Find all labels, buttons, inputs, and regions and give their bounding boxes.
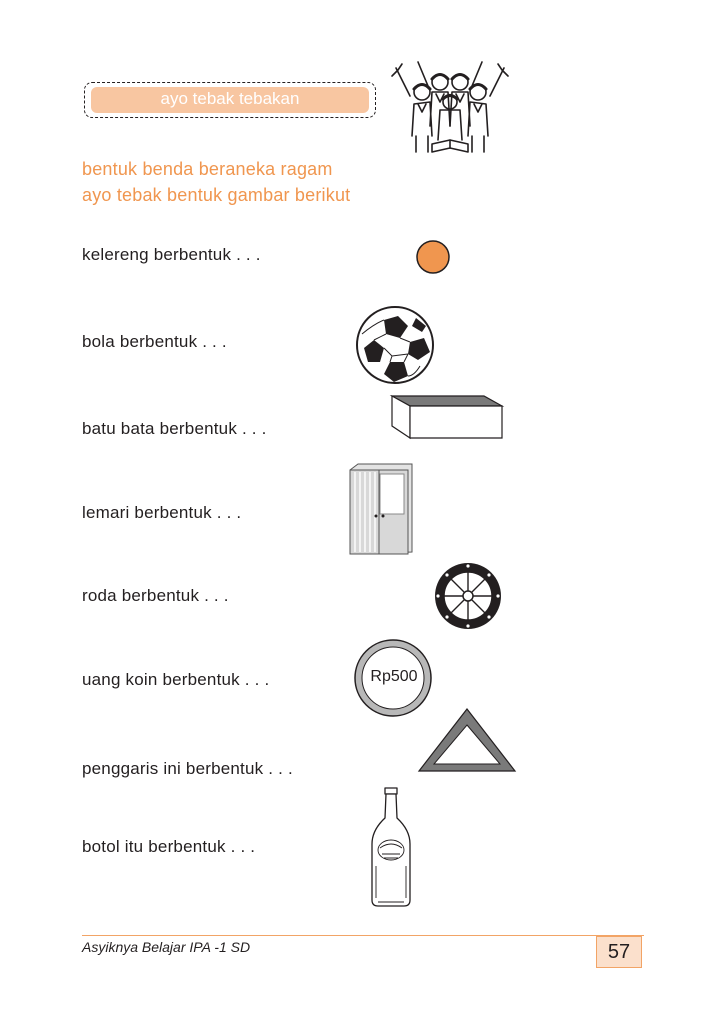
- question-coin: uang koin berbentuk . . .: [82, 670, 270, 689]
- marble-icon: [414, 238, 452, 276]
- triangle-ruler-icon: [416, 706, 518, 774]
- intro-line-1: bentuk benda beraneka ragam: [82, 159, 333, 179]
- title-banner: [84, 82, 376, 118]
- footer-book-title: Asyiknya Belajar IPA -1 SD: [82, 939, 251, 955]
- bottle-icon: [368, 786, 414, 910]
- question-ruler: penggaris ini berbentuk . . .: [82, 759, 293, 778]
- question-ball: bola berbentuk . . .: [82, 332, 227, 351]
- brick-icon: [388, 392, 506, 442]
- question-brick: batu bata berbentuk . . .: [82, 419, 267, 438]
- question-bottle: botol itu berbentuk . . .: [82, 837, 256, 856]
- question-wheel: roda berbentuk . . .: [82, 586, 229, 605]
- question-wardrobe: lemari berbentuk . . .: [82, 503, 242, 522]
- footer-divider: [82, 935, 644, 936]
- page-number: 57: [596, 936, 642, 968]
- soccer-ball-icon: [354, 304, 436, 386]
- coin-label: Rp500: [370, 668, 418, 685]
- question-marble: kelereng berbentuk . . .: [82, 245, 261, 264]
- wardrobe-icon: [346, 462, 416, 556]
- intro-line-2: ayo tebak bentuk gambar berikut: [82, 185, 351, 205]
- wheel-icon: [432, 560, 504, 632]
- title-banner-label: ayo tebak tebakan: [160, 89, 300, 108]
- children-group-icon: [388, 56, 512, 156]
